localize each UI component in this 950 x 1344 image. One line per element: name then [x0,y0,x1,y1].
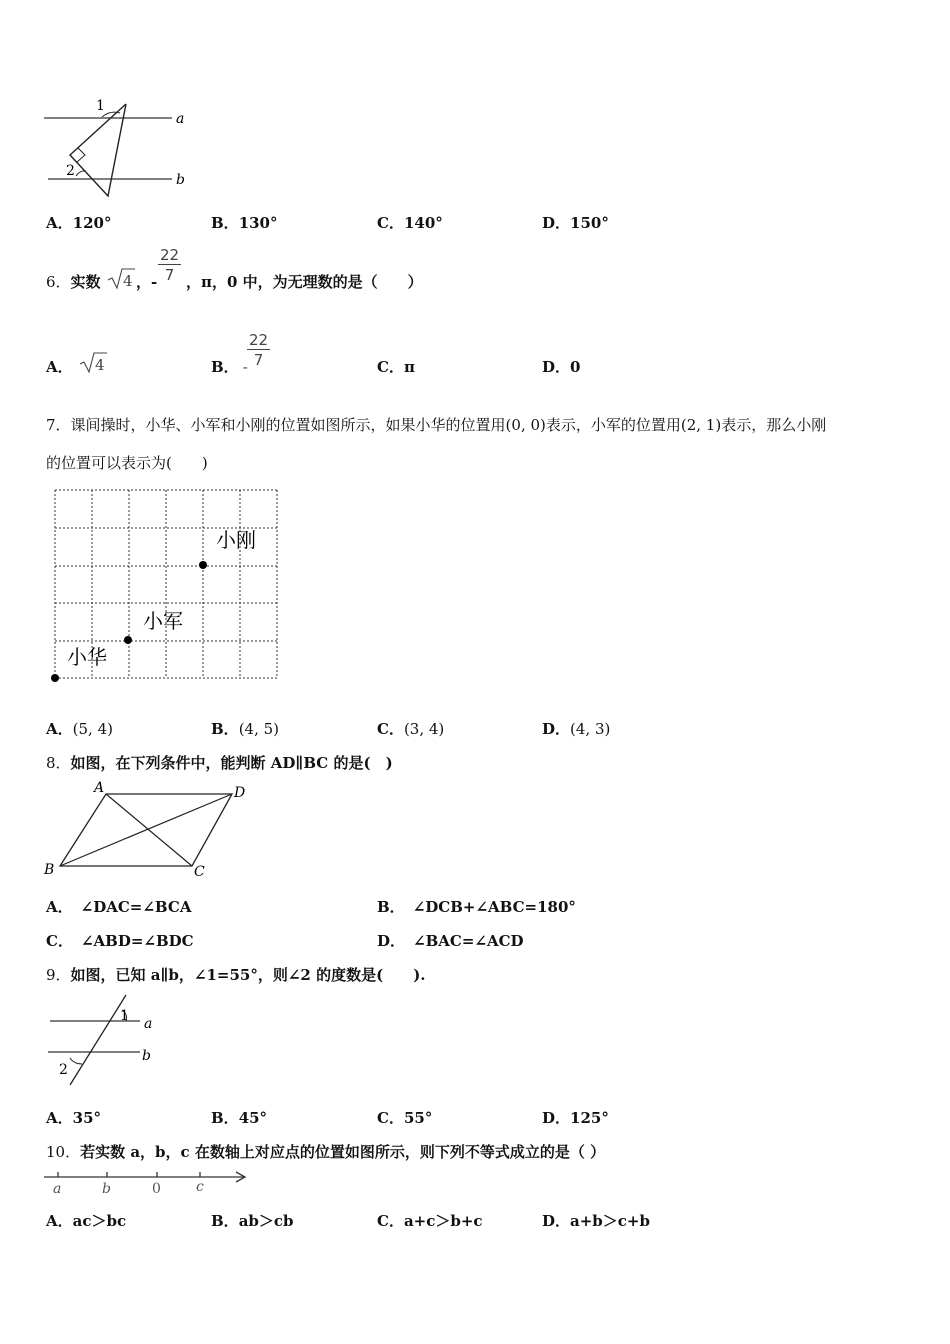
q6-stem-tail: ，π，0 中，为无理数的是（ ） [186,273,423,291]
q9-figure [40,990,170,1088]
q8-option-b[interactable]: B． ∠DCB+∠ABC=180° [377,898,576,916]
q8-label-d: D [234,785,246,801]
q10-label-c: c [196,1179,204,1195]
q7-option-c[interactable]: C．(3, 4) [377,720,445,738]
q6-option-b[interactable]: B． - [211,358,248,376]
q5-option-a[interactable]: A．120° [46,214,112,232]
q6-sqrt-symbol [106,266,136,292]
q7-option-d[interactable]: D．(4, 3) [542,720,611,738]
q10-option-d[interactable]: D．a+b＞c+b [542,1212,650,1230]
q7-option-a[interactable]: A．(5, 4) [46,720,113,738]
q9-stem: 9．如图，已知 a∥b，∠1=55°，则∠2 的度数是( ). [46,966,426,984]
q10-option-a[interactable]: A．ac＞bc [46,1212,127,1230]
q9-label-1: 1 [120,1008,129,1024]
q6-option-d[interactable]: D．0 [542,358,581,376]
q8-label-c: C [194,864,205,880]
q9-option-c[interactable]: C．55° [377,1109,433,1127]
q5-line-a: a [176,111,185,127]
q9-option-a[interactable]: A．35° [46,1109,102,1127]
q9-option-b[interactable]: B．45° [211,1109,268,1127]
q10-label-zero: 0 [152,1181,161,1197]
q5-option-d[interactable]: D．150° [542,214,609,232]
q7-point-xiaohua [51,674,59,682]
q6-option-a-sqrt [78,350,108,376]
q5-label-1: 1 [96,98,105,114]
q9-line-a: a [144,1016,153,1032]
q10-label-b: b [102,1181,111,1197]
q5-option-c[interactable]: C．140° [377,214,443,232]
q6-option-a[interactable]: A． [46,358,73,376]
q7-label-xiaojun: 小军 [143,609,183,633]
q9-line-b: b [142,1048,151,1064]
q7-label-xiaohua: 小华 [67,645,107,669]
q6-sep: ，- [136,273,158,291]
q5-line-b: b [176,172,185,188]
q6-fraction: $\frac{22}{7}$ [160,246,180,284]
q9-label-2: 2 [59,1062,68,1078]
q7-point-xiaojun [124,636,132,644]
q7-stem-line1: 7．课间操时，小华、小军和小刚的位置如图所示，如果小华的位置用(0, 0)表示，小军的位置用(2, 1)表示，那么小刚 [46,416,827,434]
q6-option-c[interactable]: C．π [377,358,415,376]
q8-label-a: A [94,780,105,796]
q5-figure [40,92,200,198]
svg-text:4: 4 [95,356,105,374]
q8-label-b: B [44,862,55,878]
q8-option-c[interactable]: C． ∠ABD=∠BDC [46,932,194,950]
q7-point-xiaogang [199,561,207,569]
q5-option-b[interactable]: B．130° [211,214,278,232]
q7-stem-line2: 的位置可以表示为( ) [46,454,208,472]
q8-stem: 8．如图，在下列条件中，能判断 AD∥BC 的是( ) [46,754,393,772]
q10-stem: 10．若实数 a，b，c 在数轴上对应点的位置如图所示，则下列不等式成立的是（ ） [46,1143,606,1161]
q10-label-a: a [53,1181,62,1197]
q10-number-line [40,1166,252,1198]
q8-parallelogram-figure [40,778,260,882]
q7-grid-figure [50,486,282,686]
q5-label-2: 2 [66,163,75,179]
q6-sqrt-radicand: 4 [123,272,133,290]
q6-option-b-fraction: $\frac{22}{7}$ [249,331,269,369]
q7-option-b[interactable]: B．(4, 5) [211,720,280,738]
q9-option-d[interactable]: D．125° [542,1109,609,1127]
q7-label-xiaogang: 小刚 [216,528,256,552]
q8-option-a[interactable]: A． ∠DAC=∠BCA [46,898,192,916]
q10-option-c[interactable]: C．a+c＞b+c [377,1212,483,1230]
q8-option-d[interactable]: D． ∠BAC=∠ACD [377,932,524,950]
q10-option-b[interactable]: B．ab＞cb [211,1212,294,1230]
q6-stem: 6．实数 [46,273,101,291]
